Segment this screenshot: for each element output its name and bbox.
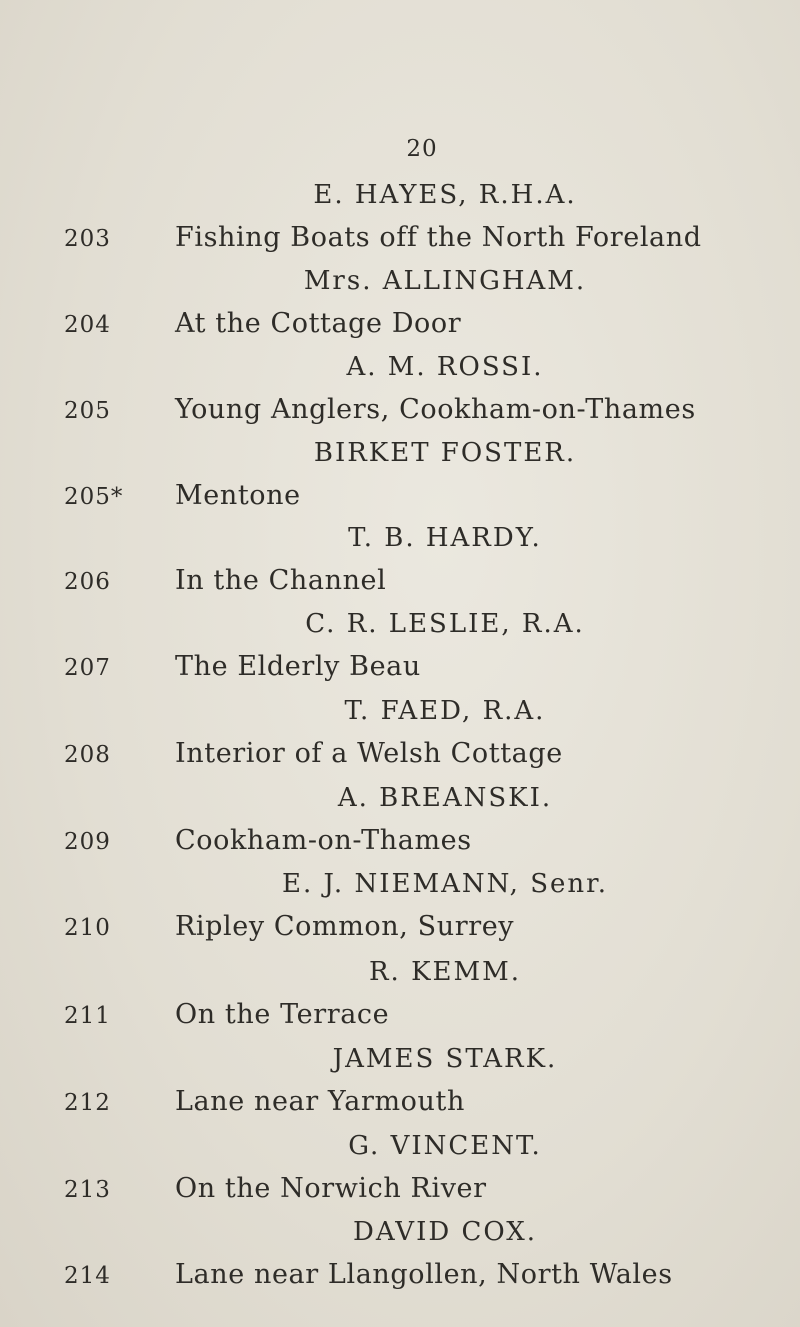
- lot-number: 205*: [64, 484, 124, 510]
- artist-name: E. HAYES, R.H.A.: [313, 180, 577, 210]
- lot-number: 211: [64, 1003, 111, 1029]
- artist-name: T. B. HARDY.: [348, 523, 542, 553]
- artist-name: DAVID COX.: [352, 1217, 537, 1247]
- artwork-title: Young Anglers, Cookham-on-Thames: [175, 394, 696, 425]
- artist-name: A. M. ROSSI.: [346, 352, 544, 382]
- catalogue-entry: [0, 1217, 800, 1313]
- artist-name: C. R. LESLIE, R.A.: [305, 609, 585, 639]
- lot-number: 212: [64, 1090, 111, 1116]
- catalogue-entry: [0, 266, 800, 362]
- catalogue-entry: [0, 523, 800, 619]
- catalogue-entry: [0, 609, 800, 705]
- artist-name: R. KEMM.: [368, 957, 522, 987]
- artist-name: BIRKET FOSTER.: [313, 438, 577, 468]
- page-number: 20: [406, 136, 438, 162]
- artwork-title: Interior of a Welsh Cottage: [175, 738, 563, 769]
- catalogue-entry: [0, 783, 800, 879]
- lot-number: 206: [64, 569, 111, 595]
- artwork-title: Mentone: [175, 480, 301, 511]
- catalogue-entry: [0, 180, 800, 276]
- lot-number: 214: [64, 1263, 111, 1289]
- artist-name: T. FAED, R.A.: [344, 696, 546, 726]
- catalogue-entry: [0, 352, 800, 448]
- artwork-title: Lane near Llangollen, North Wales: [175, 1259, 673, 1290]
- lot-number: 208: [64, 742, 111, 768]
- artwork-title: At the Cottage Door: [175, 308, 462, 339]
- catalogue-entry: [0, 438, 800, 534]
- artwork-title: Ripley Common, Surrey: [175, 911, 515, 942]
- catalogue-entry: [0, 957, 800, 1053]
- lot-number: 209: [64, 829, 111, 855]
- artwork-title: The Elderly Beau: [175, 651, 421, 682]
- artwork-title: On the Terrace: [175, 999, 390, 1030]
- lot-number: 205: [64, 398, 111, 424]
- artwork-title: Lane near Yarmouth: [175, 1086, 465, 1117]
- artist-name: Mrs. ALLINGHAM.: [303, 266, 587, 296]
- lot-number: 203: [64, 226, 111, 252]
- artwork-title: Fishing Boats off the North Foreland: [175, 222, 702, 253]
- artist-name: A. BREANSKI.: [337, 783, 553, 813]
- catalogue-entry: [0, 1131, 800, 1227]
- lot-number: 207: [64, 655, 111, 681]
- catalogue-entry: [0, 869, 800, 965]
- lot-number: 210: [64, 915, 111, 941]
- catalogue-entry: [0, 1044, 800, 1140]
- lot-number: 204: [64, 312, 111, 338]
- lot-number: 213: [64, 1177, 111, 1203]
- artwork-title: In the Channel: [175, 565, 387, 596]
- artist-name: JAMES STARK.: [332, 1044, 558, 1074]
- catalogue-entry: [0, 696, 800, 792]
- artwork-title: Cookham-on-Thames: [175, 825, 472, 856]
- artwork-title: On the Norwich River: [175, 1173, 487, 1204]
- artist-name: E. J. NIEMANN, Senr.: [282, 869, 608, 899]
- artist-name: G. VINCENT.: [348, 1131, 542, 1161]
